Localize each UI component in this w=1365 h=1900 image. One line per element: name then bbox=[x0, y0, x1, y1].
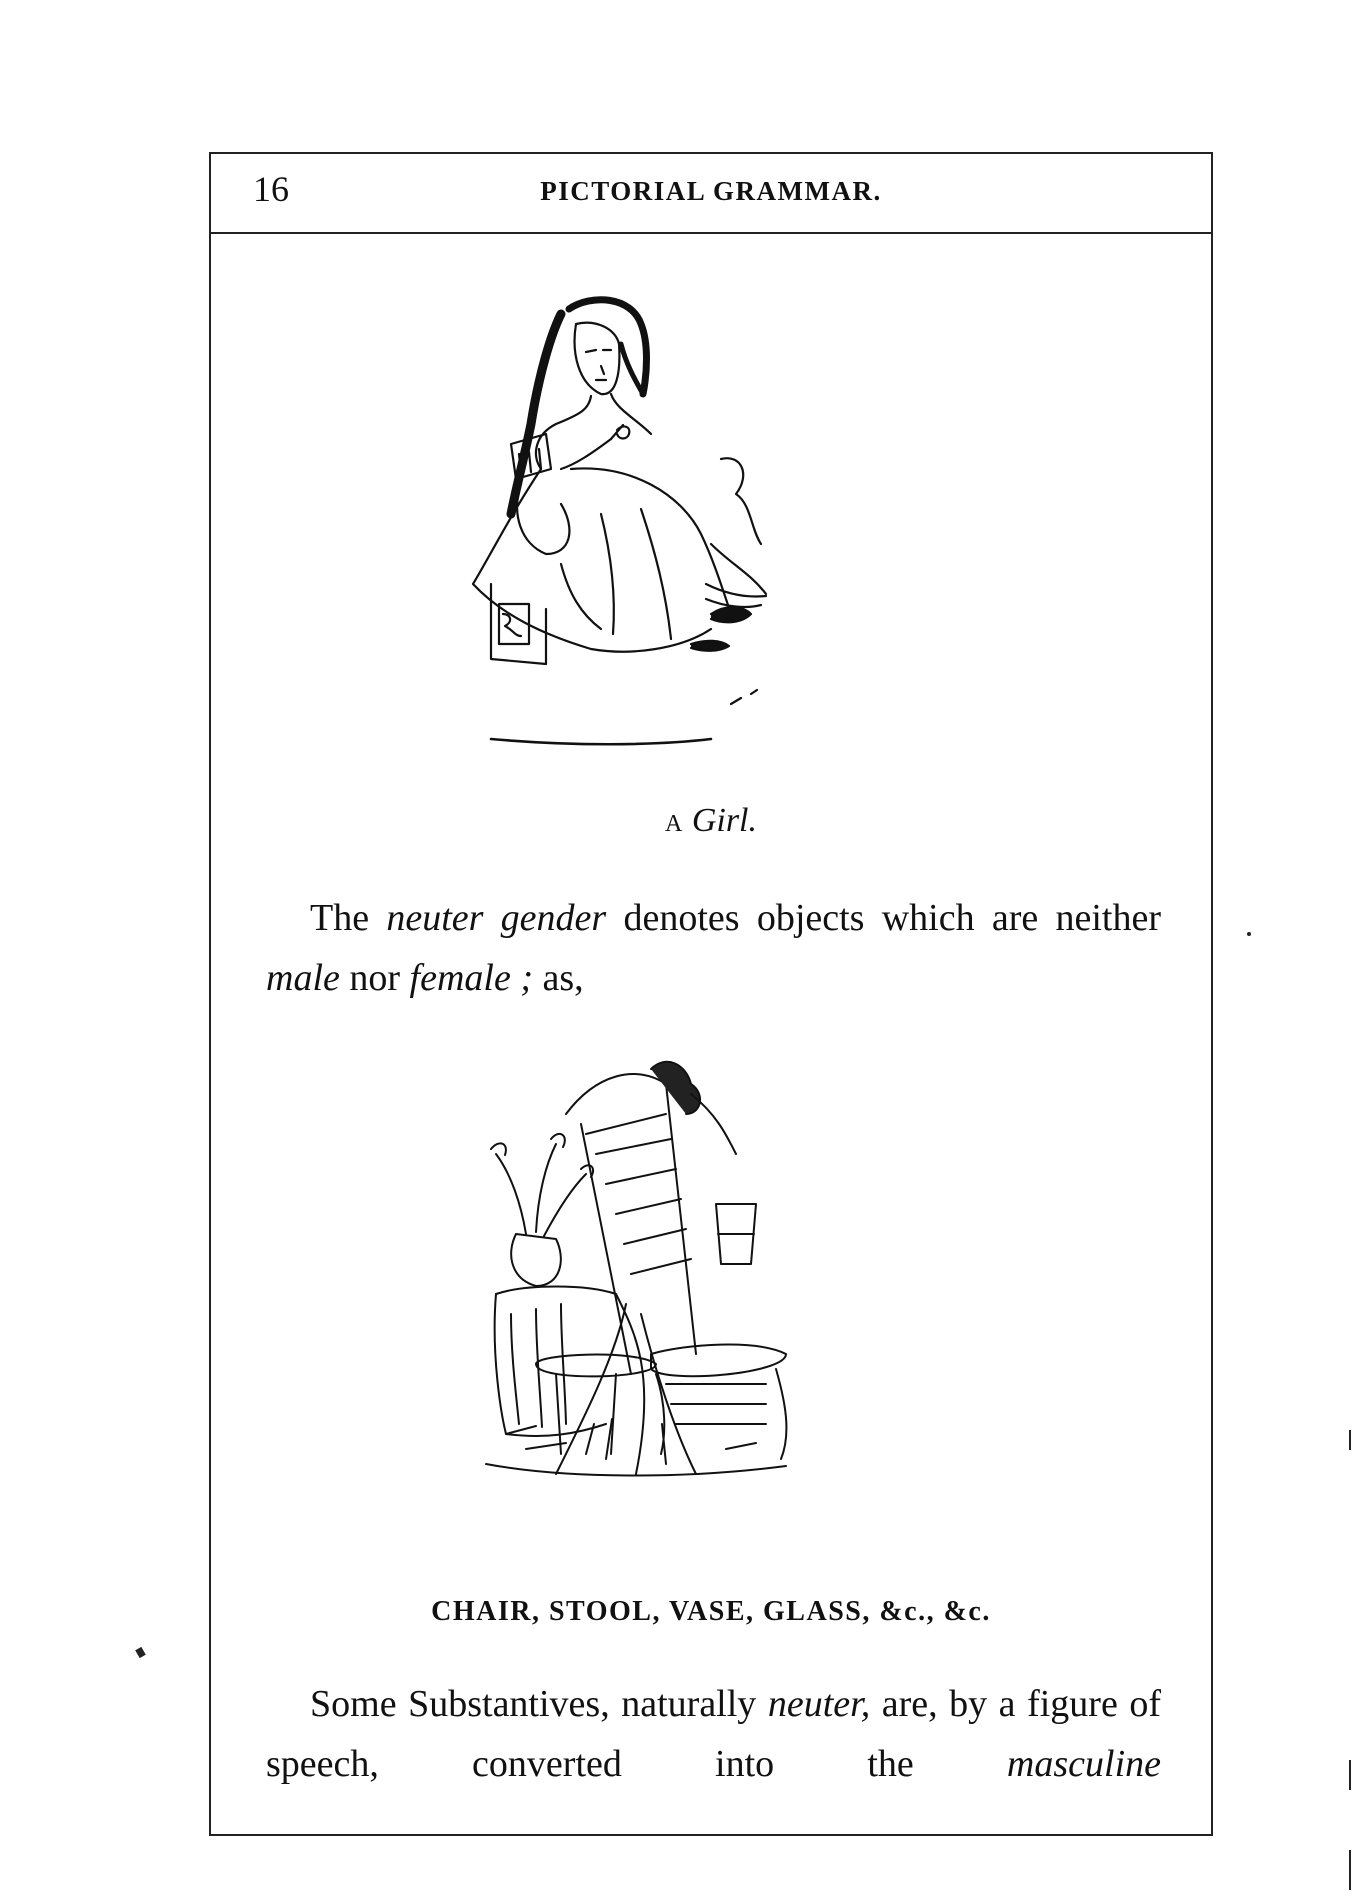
text-run: as, bbox=[532, 957, 584, 999]
girl-illustration bbox=[451, 284, 791, 774]
caption-article: A bbox=[664, 811, 684, 837]
emphasis-female: female ; bbox=[409, 957, 533, 999]
scan-speck bbox=[1349, 1760, 1351, 1790]
running-title: PICTORIAL GRAMMAR. bbox=[540, 176, 882, 206]
emphasis-masculine: masculine bbox=[1006, 1743, 1161, 1785]
text-run: Some Substantives, naturally bbox=[310, 1683, 768, 1725]
text-run: nor bbox=[339, 957, 410, 999]
figure-of-speech-paragraph bbox=[266, 1674, 1161, 1794]
text-run: are, by a figure of speech, converted into the bbox=[266, 1683, 1161, 1785]
chair-illustration bbox=[466, 1054, 796, 1494]
objects-caption: CHAIR, STOOL, VASE, GLASS, &c., &c. bbox=[431, 1596, 991, 1627]
caption-noun: Girl. bbox=[691, 802, 758, 839]
running-head bbox=[211, 154, 1211, 234]
chair-engraving-icon bbox=[466, 1054, 796, 1494]
scan-speck bbox=[1349, 1850, 1351, 1890]
text-run: denotes objects which are neither bbox=[606, 897, 1162, 939]
text-run: The bbox=[310, 897, 387, 939]
scan-speck bbox=[1349, 1430, 1351, 1450]
neuter-gender-paragraph bbox=[266, 888, 1161, 1008]
emphasis-neuter: neuter, bbox=[767, 1683, 871, 1725]
page-number: 16 bbox=[253, 169, 289, 209]
girl-caption bbox=[211, 802, 1211, 840]
girl-engraving-icon bbox=[451, 284, 791, 774]
scan-speck bbox=[135, 1647, 146, 1658]
page-frame bbox=[209, 152, 1213, 1836]
emphasis-male: male bbox=[266, 957, 340, 999]
scan-speck bbox=[1247, 932, 1251, 936]
emphasis-neuter-gender: neuter gender bbox=[386, 897, 607, 939]
